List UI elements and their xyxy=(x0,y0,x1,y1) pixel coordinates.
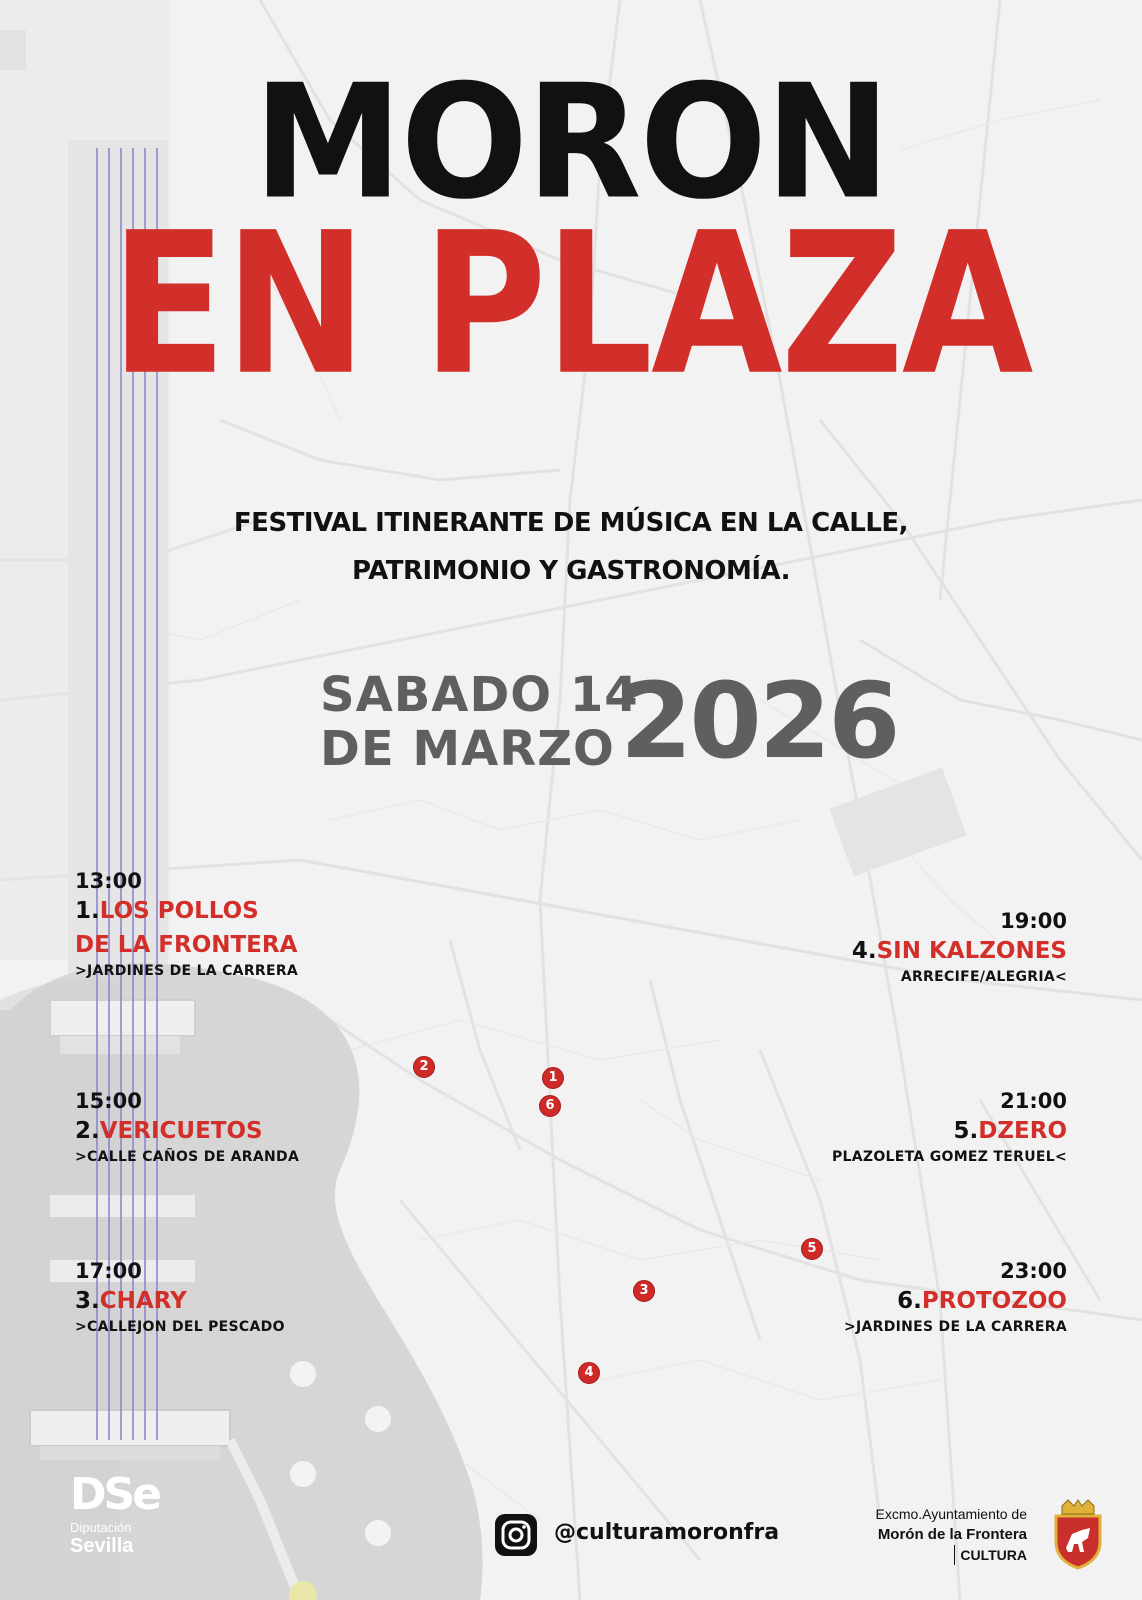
schedule-band: 6.PROTOZOO xyxy=(897,1288,1067,1314)
diputacion-city: Sevilla xyxy=(70,1535,134,1557)
schedule-time: 21:00 xyxy=(1000,1089,1067,1113)
schedule-band: 3.CHARY xyxy=(75,1288,187,1314)
band-name: PROTOZOO xyxy=(921,1288,1067,1314)
schedule-item-1 xyxy=(75,868,298,980)
date-line-2: DE MARZO xyxy=(320,721,615,777)
schedule-item-6 xyxy=(844,1258,1067,1336)
band-name: DZERO xyxy=(978,1118,1067,1144)
band-name: VERICUETOS xyxy=(99,1118,263,1144)
schedule-time: 23:00 xyxy=(1000,1259,1067,1283)
date-line-1: SABADO 14 xyxy=(320,667,639,723)
map-marker-2: 2 xyxy=(413,1056,435,1078)
map-marker-3: 3 xyxy=(633,1280,655,1302)
date-day-month xyxy=(320,668,639,776)
band-name: SIN KALZONES xyxy=(876,938,1067,964)
schedule-band-line-2: DE LA FRONTERA xyxy=(75,932,298,958)
schedule-place: >JARDINES DE LA CARRERA xyxy=(75,963,299,979)
map-marker-4: 4 xyxy=(578,1362,600,1384)
map-marker-1: 1 xyxy=(542,1067,564,1089)
ayto-line-3: CULTURA xyxy=(954,1545,1027,1565)
schedule-band: 2.VERICUETOS xyxy=(75,1118,263,1144)
instagram-icon[interactable] xyxy=(494,1513,538,1557)
schedule-time: 19:00 xyxy=(1000,909,1067,933)
schedule-place: PLAZOLETA GOMEZ TERUEL< xyxy=(831,1149,1067,1165)
band-name: CHARY xyxy=(99,1288,187,1314)
map-marker-6: 6 xyxy=(539,1095,561,1117)
title-en-plaza: EN PLAZA xyxy=(110,191,1032,419)
subtitle-line-1: FESTIVAL ITINERANTE DE MÚSICA EN LA CALLE, xyxy=(233,508,909,538)
schedule-place: >JARDINES DE LA CARRERA xyxy=(843,1319,1067,1335)
schedule-item-5 xyxy=(832,1088,1067,1166)
schedule-band: 1.LOS POLLOS xyxy=(75,898,259,924)
schedule-band: 4.SIN KALZONES xyxy=(851,938,1067,964)
schedule-item-3 xyxy=(75,1258,285,1336)
diputacion-sevilla-logo xyxy=(70,1470,170,1580)
ayto-line-1: Excmo.Ayuntamiento de xyxy=(875,1506,1027,1522)
subtitle-line-2: PATRIMONIO Y GASTRONOMÍA. xyxy=(351,556,791,586)
event-date xyxy=(320,660,898,788)
schedule-band: 5.DZERO xyxy=(953,1118,1067,1144)
schedule-place: >CALLE CAÑOS DE ARANDA xyxy=(75,1149,300,1165)
coat-of-arms-icon xyxy=(1052,1498,1104,1570)
instagram-handle[interactable]: @culturamoronfra xyxy=(554,1520,780,1545)
schedule-time: 17:00 xyxy=(75,1259,142,1283)
ayto-line-2: Morón de la Frontera xyxy=(877,1526,1027,1543)
ayuntamiento-logo-text xyxy=(876,1505,1028,1565)
schedule-place: >CALLEJON DEL PESCADO xyxy=(75,1319,285,1335)
schedule-item-2 xyxy=(75,1088,299,1166)
diputacion-label: Diputación xyxy=(70,1520,132,1535)
title-moron: MORON xyxy=(253,51,889,235)
schedule-place: ARRECIFE/ALEGRIA< xyxy=(900,969,1067,985)
schedule-item-4 xyxy=(852,908,1067,986)
band-name: LOS POLLOS xyxy=(99,898,259,924)
date-year: 2026 xyxy=(620,660,898,782)
diputacion-mark: DSe xyxy=(70,1469,160,1520)
map-marker-5: 5 xyxy=(801,1238,823,1260)
schedule-time: 13:00 xyxy=(75,869,142,893)
schedule-time: 15:00 xyxy=(75,1089,142,1113)
